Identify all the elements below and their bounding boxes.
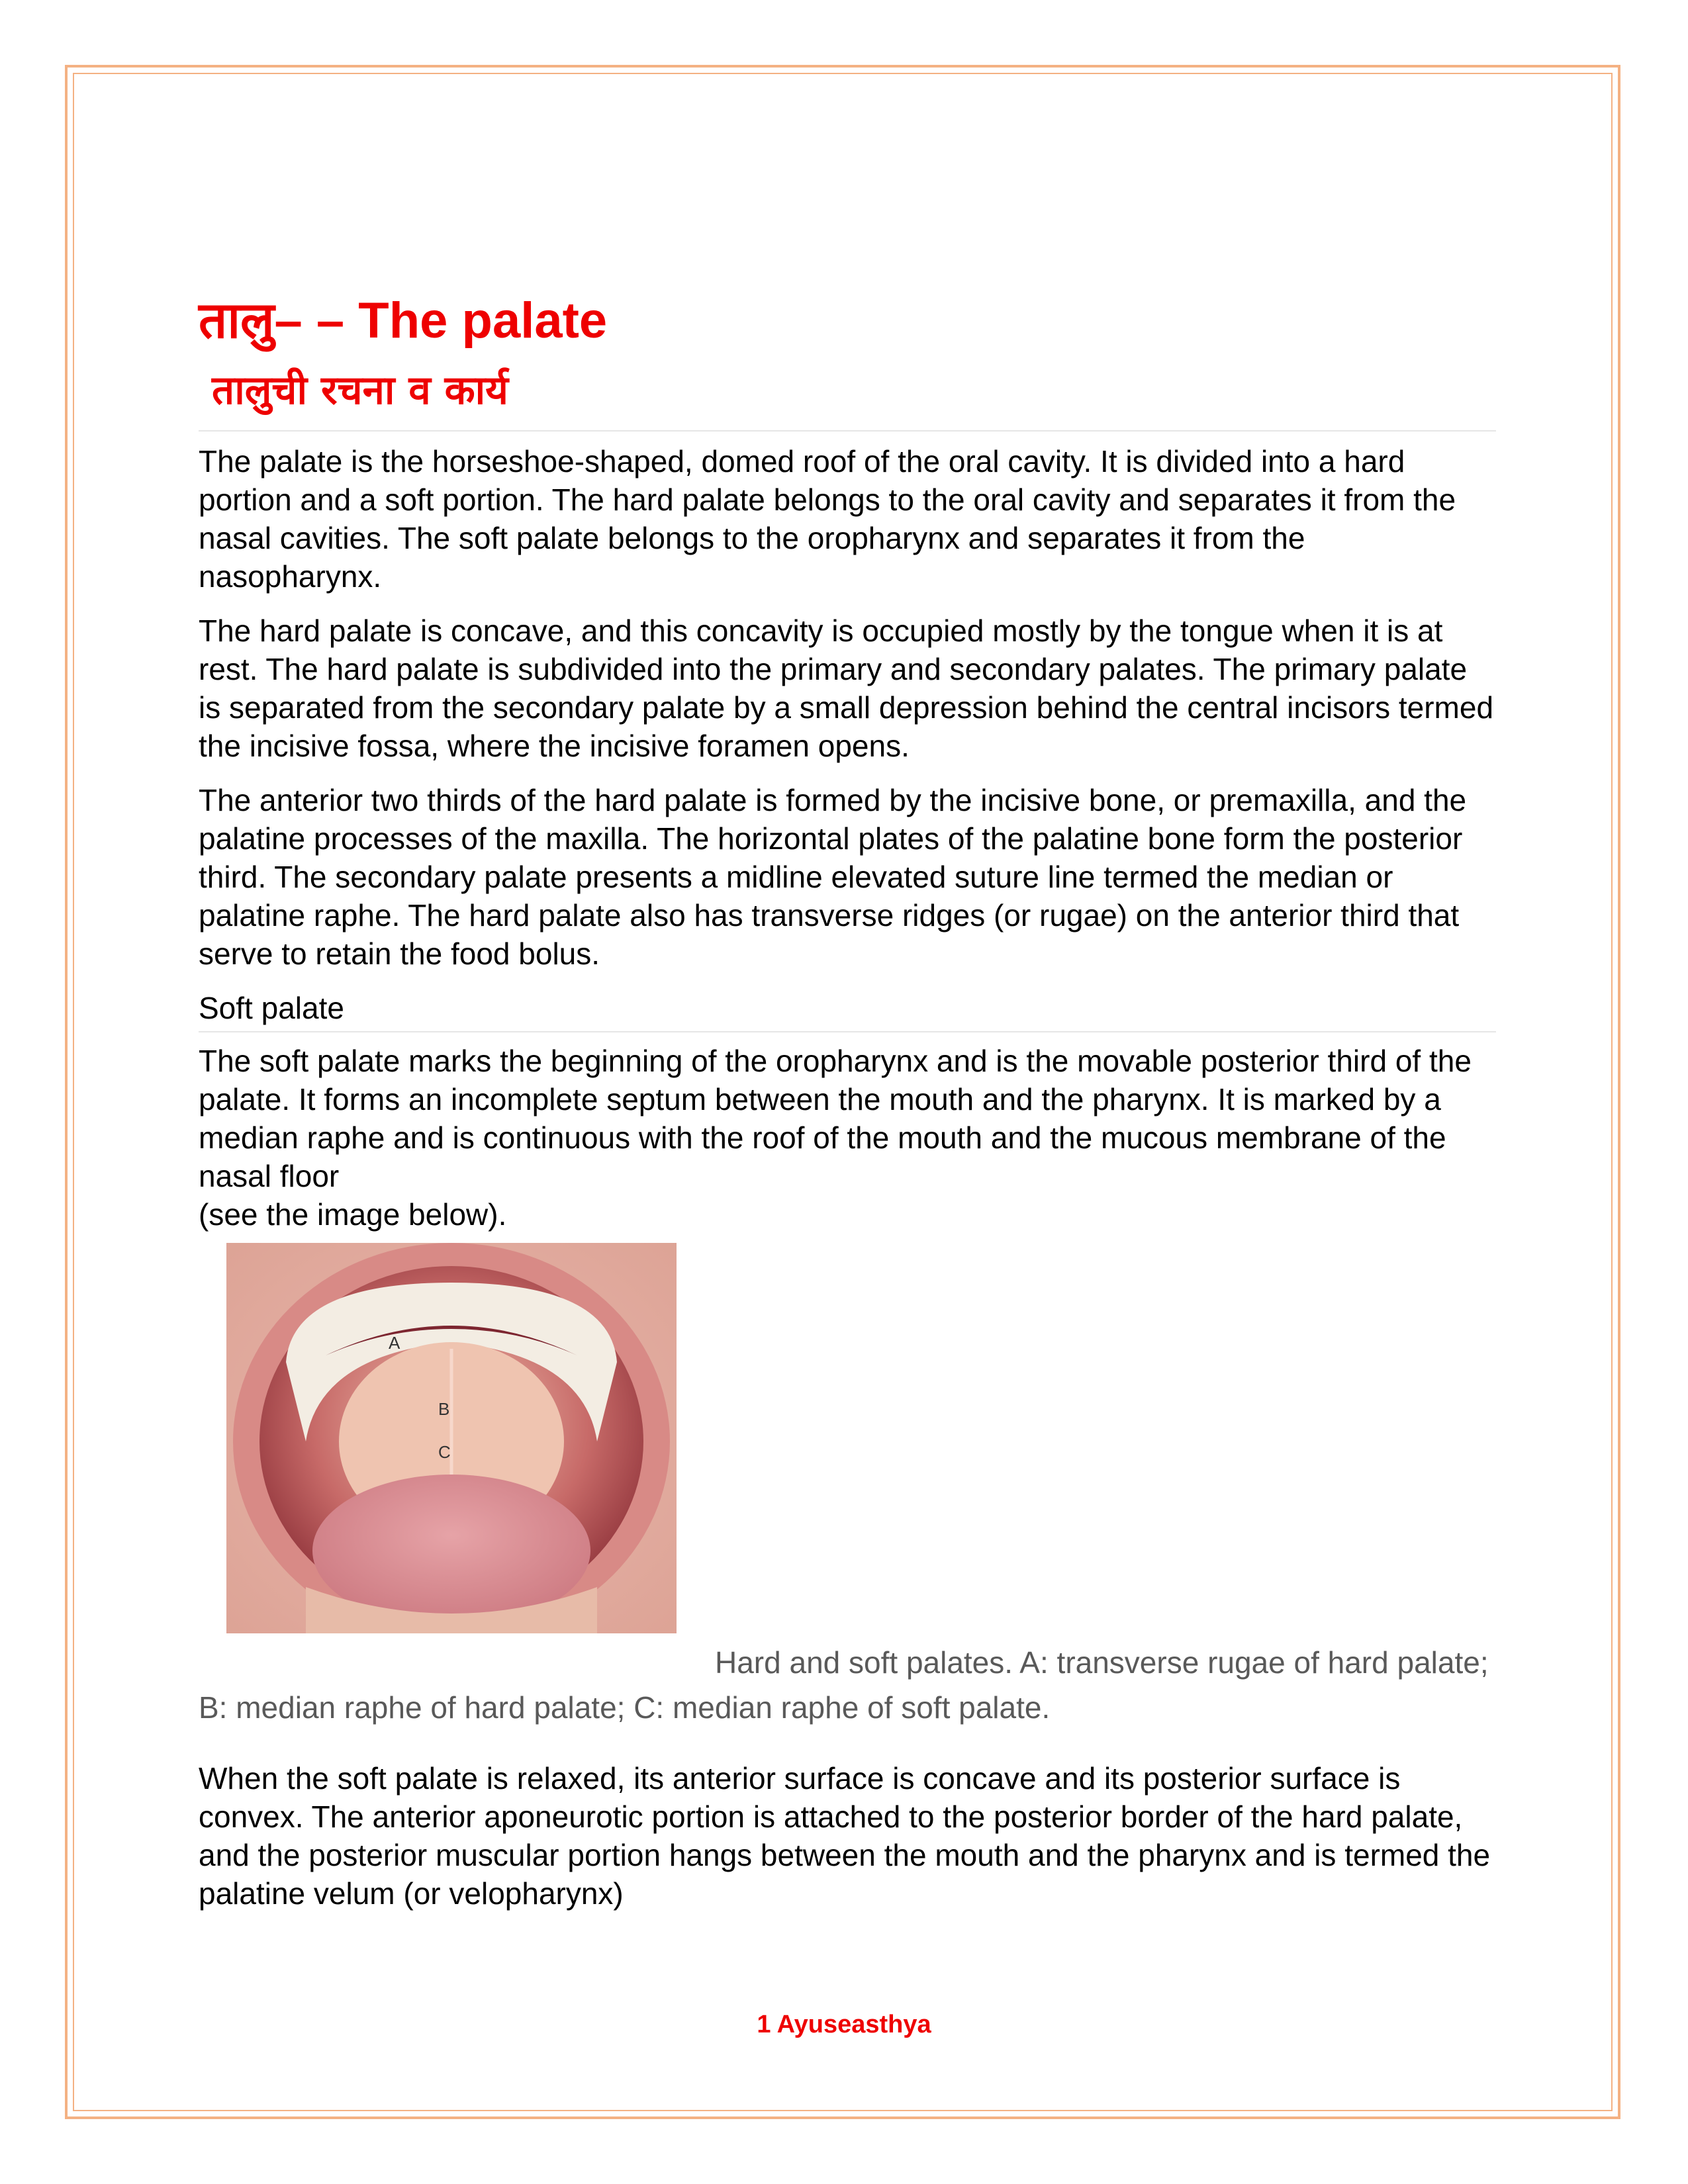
paragraph-relaxed: When the soft palate is relaxed, its anterior surface is concave and its posterior surface is convex. The anterior aponeurotic portion is attached to the posterior border of the hard palate, and the posterior muscular portion hangs between the mouth and the pharynx and is termed the palatine velum (or velopharynx) bbox=[199, 1761, 1491, 1911]
section-heading-soft-palate: Soft palate bbox=[199, 991, 344, 1025]
page-footer: 1 Ayuseasthya bbox=[757, 2011, 931, 2038]
paragraph-soft-palate bbox=[199, 1042, 1496, 1234]
paragraph-hard-palate: The hard palate is concave, and this concavity is occupied mostly by the tongue when it is at rest. The hard palate is subdivided into the primary and secondary palates. The primary palate is separated from the secondary palate by a small depression behind the central incisors termed the incisive fossa, where the incisive foramen opens. bbox=[199, 614, 1494, 763]
see-image-text: (see the image below). bbox=[199, 1197, 507, 1232]
page-title: तालु– – The palate bbox=[199, 293, 608, 349]
label-c: C bbox=[438, 1442, 451, 1462]
page-subtitle: तालुची रचना व कार्य bbox=[212, 367, 508, 414]
section-divider bbox=[199, 1031, 1496, 1032]
document-body bbox=[199, 285, 1496, 1929]
paragraph-anterior: The anterior two thirds of the hard palate is formed by the incisive bone, or premaxilla, and the palatine processes of the maxilla. The horizontal plates of the palatine bone form the posterior third. The secondary palate presents a midline elevated suture line termed the median or palatine raphe. The hard palate also has transverse ridges (or rugae) on the anterior third that serve to retain the food bolus. bbox=[199, 783, 1467, 971]
figure-caption bbox=[199, 1640, 1496, 1730]
paragraph-intro: The palate is the horseshoe-shaped, domed roof of the oral cavity. It is divided into a hard portion and a soft portion. The hard palate belongs to the oral cavity and separates it from the nasal cavities. The soft palate belongs to the oropharynx and separates it from the nasopharynx. bbox=[199, 444, 1456, 594]
figure-caption-text: Hard and soft palates. A: transverse rugae of hard palate; B: median raphe of hard palate; C: median raphe of soft palate. bbox=[199, 1645, 1489, 1725]
figure bbox=[199, 1243, 1496, 1640]
label-a: A bbox=[389, 1333, 400, 1353]
heading-divider bbox=[199, 430, 1496, 432]
soft-palate-text: The soft palate marks the beginning of the oropharynx and is the movable posterior third of the palate. It forms an incomplete septum between the mouth and the pharynx. It is marked by a median raphe and is continuous with the roof of the mouth and the mucous membrane of the nasal floor bbox=[199, 1044, 1472, 1193]
palate-photo bbox=[226, 1243, 677, 1633]
label-b: B bbox=[438, 1399, 450, 1419]
